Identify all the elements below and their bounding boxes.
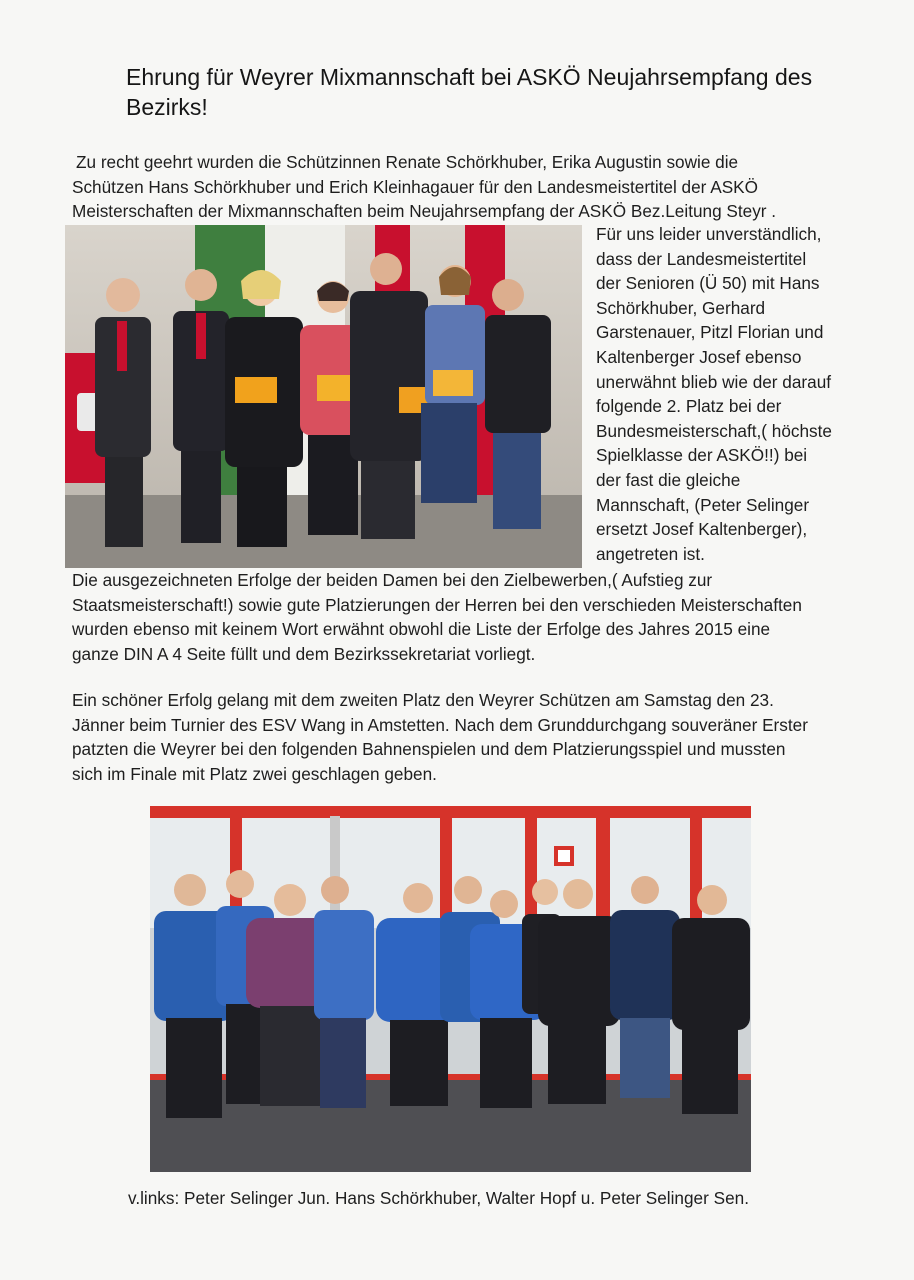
para4-line: patzten die Weyrer bei den folgenden Bahnenspielen und dem Platzierungsspiel und mussten <box>72 739 786 760</box>
side-line: Mannschaft, (Peter Selinger <box>596 494 810 515</box>
seniors-paragraph <box>596 222 896 566</box>
side-line: Für uns leider unverständlich, <box>596 224 822 244</box>
intro-paragraph <box>72 150 832 224</box>
para3-line: wurden ebenso mit keinem Wort erwähnt obwohl die Liste der Erfolge des Jahres 2015 eine <box>72 619 771 640</box>
achievements-paragraph <box>72 568 852 666</box>
para3-line: ganze DIN A 4 Seite füllt und dem Bezirkssekretariat vorliegt. <box>72 643 536 664</box>
para3-line: Die ausgezeichneten Erfolge der beiden Damen bei den Zielbewerben,( Aufstieg zur <box>72 570 713 590</box>
side-line: folgende 2. Platz bei der <box>596 396 782 417</box>
intro-line: Meisterschaften der Mixmannschaften beim Neujahrsempfang der ASKÖ Bez.Leitung Steyr . <box>72 201 777 222</box>
photo-caption: v.links: Peter Selinger Jun. Hans Schörkhuber, Walter Hopf u. Peter Selinger Sen. <box>128 1188 749 1208</box>
side-line: Schörkhuber, Gerhard <box>596 297 766 318</box>
side-line: Garstenauer, Pitzl Florian und <box>596 322 824 343</box>
side-line: Spielklasse der ASKÖ!!) bei <box>596 445 808 466</box>
side-line: angetreten ist. <box>596 543 705 564</box>
tournament-paragraph <box>72 688 862 786</box>
para4-line: Jänner beim Turnier des ESV Wang in Amstetten. Nach dem Grunddurchgang souveräner Erster <box>72 714 808 735</box>
para4-line: sich im Finale mit Platz zwei geschlagen geben. <box>72 763 437 784</box>
article-title: Ehrung für Weyrer Mixmannschaft bei ASKÖ Neujahrsempfang des Bezirks! <box>126 64 813 120</box>
intro-line: Schützen Hans Schörkhuber und Erich Kleinhagauer für den Landesmeistertitel der ASKÖ <box>72 176 758 197</box>
award-ceremony-photo <box>65 225 582 568</box>
side-line: der Senioren (Ü 50) mit Hans <box>596 273 820 294</box>
side-line: der fast die gleiche <box>596 469 741 490</box>
team-photo <box>150 806 751 1172</box>
para3-line: Staatsmeisterschaft!) sowie gute Platzierungen der Herren bei den verschieden Meisterschaften <box>72 594 802 615</box>
side-line: Kaltenberger Josef ebenso <box>596 346 802 367</box>
side-line: ersetzt Josef Kaltenberger), <box>596 519 808 540</box>
side-line: unerwähnt blieb wie der darauf <box>596 371 832 392</box>
side-line: Bundesmeisterschaft,( höchste <box>596 420 832 441</box>
side-line: dass der Landesmeistertitel <box>596 248 807 269</box>
para4-line: Ein schöner Erfolg gelang mit dem zweiten Platz den Weyrer Schützen am Samstag den 23. <box>72 690 774 710</box>
intro-line: Zu recht geehrt wurden die Schützinnen Renate Schörkhuber, Erika Augustin sowie die <box>76 152 739 172</box>
